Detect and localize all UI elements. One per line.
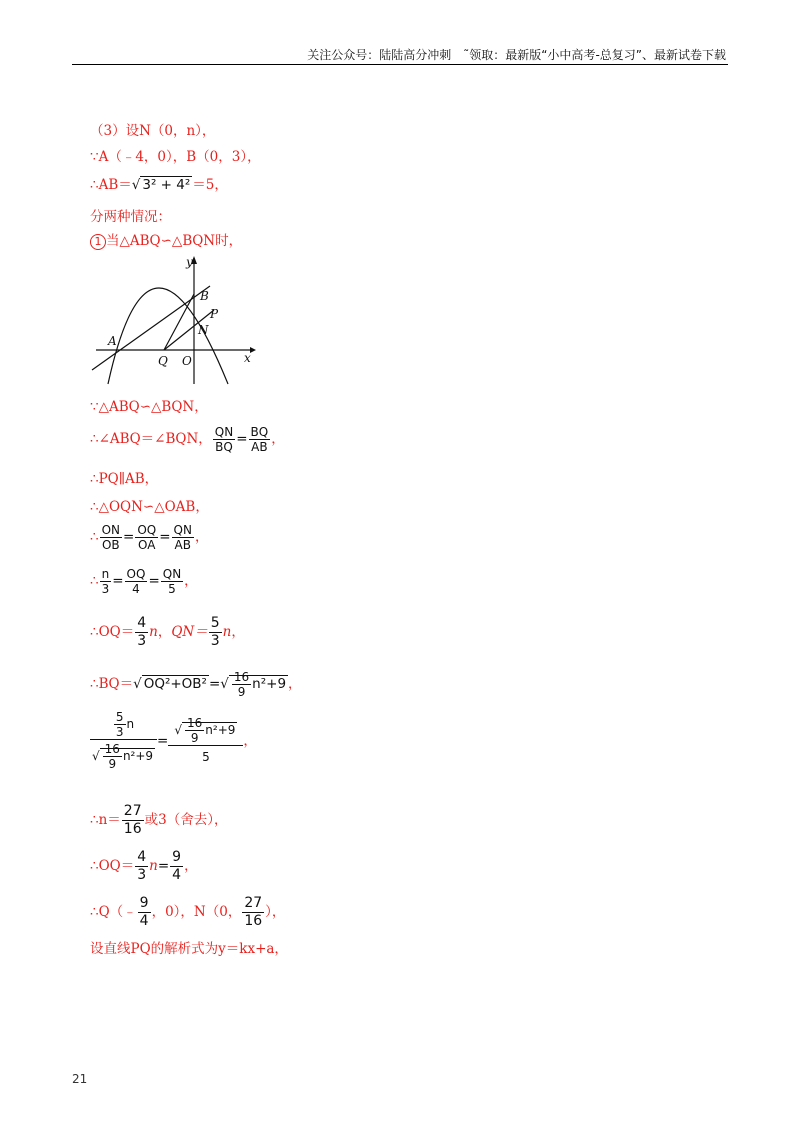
frac-on-ob: $\frac{ON}{OB}$: [101, 523, 121, 552]
frac-bq-ab: $\frac{BQ}{AB}$: [250, 425, 269, 454]
label-p: P: [210, 307, 219, 321]
circled-number-one: 1: [90, 234, 106, 250]
parabola: [108, 288, 228, 384]
line-11: ∴ $\frac{n}{3}$ = $\frac{OQ}{4}$ = $\frac{QN}{5}$ ，: [90, 567, 198, 596]
qn-label: QN＝: [171, 624, 208, 640]
oq-label-2: ∴OQ＝: [90, 858, 135, 874]
label-n: N: [198, 323, 209, 337]
case-one-text: 当△ABQ∽△BQN时，: [106, 233, 243, 249]
frac-qn-bq: $\frac{QN}{BQ}$: [214, 425, 234, 454]
ab-label: ∴AB＝: [90, 177, 132, 193]
frac-4-3: $\frac{4}{3}$: [137, 615, 147, 649]
line-qb: [164, 294, 194, 350]
q-coord-start: ∴Q（﹣: [90, 904, 137, 920]
frac-16-9-b: $\frac{16}{9}$: [104, 742, 120, 771]
line-4: 分两种情况：: [90, 209, 171, 225]
line-15: ∴OQ＝ $\frac{4}{3}$ n= $\frac{9}{4}$ ，: [90, 849, 198, 883]
radicand-ab: 3² + 4²: [142, 177, 191, 193]
ab-result: ＝5，: [192, 177, 228, 193]
label-q: Q: [158, 354, 168, 368]
n-label: ∴n＝: [90, 812, 121, 828]
line-17: 设直线PQ的解析式为y＝kx+a，: [90, 941, 288, 957]
frac-oq-4: $\frac{OQ}{4}$: [126, 567, 146, 596]
line-5: [90, 232, 242, 250]
line-7: ∴∠ABQ＝∠BQN， $\frac{QN}{BQ}$ = $\frac{BQ}{AB}$ ，: [90, 425, 285, 454]
frac-5-3: $\frac{5}{3}$: [210, 615, 220, 649]
frac-27-16: $\frac{27}{16}$: [123, 803, 142, 837]
frac-5-3-n: $\frac{5}{3}$: [115, 710, 124, 739]
sqrt-symbol: √ 3² + 4²: [131, 177, 191, 193]
x-axis-arrow: [250, 347, 256, 353]
line-16: [90, 892, 285, 932]
page-header: [72, 44, 728, 65]
line-6: ∵△ABQ∽△BQN，: [90, 399, 208, 415]
label-a: A: [108, 334, 117, 348]
line-9: ∴△OQN∽△OAB，: [90, 499, 209, 515]
page-number: 21: [72, 1072, 88, 1086]
radicand-n2-9: n²+9: [252, 676, 287, 692]
bq-label: ∴BQ＝: [90, 676, 134, 692]
frac-9-4-b: $\frac{9}{4}$: [139, 895, 149, 929]
frac-27-16-b: $\frac{27}{16}$: [244, 895, 263, 929]
discard-text: 或3（舍去），: [144, 812, 228, 828]
q-coord-mid: ，0），N（0，: [151, 904, 242, 920]
line-10: ∴ $\frac{ON}{OB}$ = $\frac{OQ}{OA}$ = $\frac{QN}{AB}$ ，: [90, 523, 209, 552]
q-coord-end: ），: [265, 904, 286, 920]
frac-9-4: $\frac{9}{4}$: [172, 849, 182, 883]
label-b: B: [200, 289, 209, 303]
label-y: y: [186, 255, 193, 269]
frac-n-3: $\frac{n}{3}$: [101, 567, 110, 596]
header-text: 关注公众号：陆陆高分冲刺 ˜领取：最新版“小中高考-总复习”、最新试卷下载: [307, 48, 726, 62]
line-13: ∴BQ＝√ OQ²+OB² =√ $\frac{16}{9}$ n²+9 ，: [90, 669, 302, 699]
label-x: x: [244, 351, 251, 365]
frac-oq-oa: $\frac{OQ}{OA}$: [137, 523, 157, 552]
radicand-oq-ob: OQ²+OB²: [143, 676, 207, 692]
label-o: O: [182, 354, 192, 368]
line-14: [90, 800, 227, 840]
line-3: [90, 176, 228, 194]
frac-16-9-c: $\frac{16}{9}$: [187, 715, 203, 745]
frac-qn-ab: $\frac{QN}{AB}$: [173, 523, 192, 552]
line-big-fraction: $\frac{5}{3}$ n √ $\frac{16}{9}$ n²+9 = √ $\frac{16}{9}$ n²+9 5 ，: [92, 710, 257, 771]
frac-16-9: $\frac{16}{9}$: [233, 669, 250, 699]
line-8: ∴PQ∥AB，: [90, 471, 159, 487]
frac-qn-5: $\frac{QN}{5}$: [162, 567, 182, 596]
angle-equal-text: ∴∠ABQ＝∠BQN，: [90, 431, 212, 447]
frac-4-3-b: $\frac{4}{3}$: [137, 849, 147, 883]
line-2: ∵A（﹣4，0），B（0，3），: [90, 149, 261, 165]
line-12: ∴OQ＝ $\frac{4}{3}$ n，QN＝ $\frac{5}{3}$ n，: [90, 615, 245, 649]
geometry-figure: [88, 252, 258, 387]
oq-label: ∴OQ＝: [90, 624, 135, 640]
line-1: （3）设N（0，n），: [90, 123, 216, 139]
